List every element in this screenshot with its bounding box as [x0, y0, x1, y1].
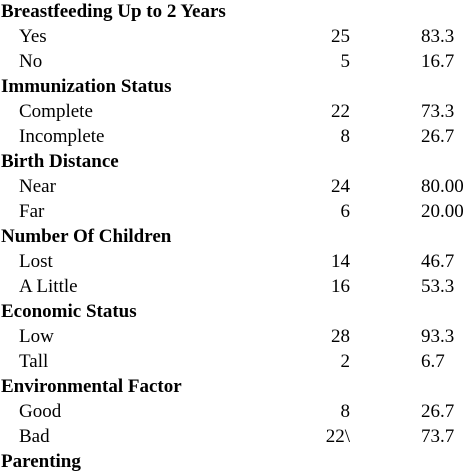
row-count: 16	[331, 276, 350, 297]
table-row	[0, 174, 474, 199]
table-row	[0, 274, 474, 299]
table-row	[0, 249, 474, 274]
section-heading: Birth Distance	[1, 151, 119, 172]
section-heading: Immunization Status	[1, 76, 172, 97]
row-percent: 73.3	[421, 101, 455, 122]
row-label: Complete	[19, 101, 93, 122]
row-label: Near	[19, 176, 56, 197]
row-label: No	[19, 51, 43, 72]
row-count: 8	[340, 126, 350, 147]
row-label: Tall	[19, 351, 49, 372]
row-label: A Little	[19, 276, 78, 297]
row-label: Lost	[19, 251, 53, 272]
row-count: 6	[340, 201, 350, 222]
section-heading: Breastfeeding Up to 2 Years	[1, 1, 226, 22]
table-row	[0, 199, 474, 224]
table-row	[0, 399, 474, 424]
row-count: 22\	[325, 426, 350, 447]
row-percent: 20.00	[421, 201, 464, 222]
row-percent: 16.7	[421, 51, 455, 72]
row-label: Yes	[19, 26, 47, 47]
row-percent: 73.7	[421, 426, 455, 447]
row-percent: 53.3	[421, 276, 455, 297]
row-count: 8	[340, 401, 350, 422]
table-row	[0, 49, 474, 74]
row-percent: 26.7	[421, 126, 455, 147]
table-row	[0, 324, 474, 349]
row-label: Good	[19, 401, 62, 422]
row-label: Low	[19, 326, 54, 347]
section-heading: Economic Status	[1, 301, 137, 322]
row-percent: 6.7	[421, 351, 445, 372]
table-row	[0, 24, 474, 49]
row-count: 22	[331, 101, 350, 122]
row-percent: 80.00	[421, 176, 464, 197]
row-count: 25	[331, 26, 350, 47]
row-percent: 93.3	[421, 326, 455, 347]
section-heading: Environmental Factor	[1, 376, 182, 397]
row-label: Incomplete	[19, 126, 105, 147]
row-percent: 83.3	[421, 26, 455, 47]
section-heading: Parenting	[1, 451, 81, 472]
row-count: 2	[340, 351, 350, 372]
table-row	[0, 424, 474, 449]
row-percent: 46.7	[421, 251, 455, 272]
row-count: 24	[331, 176, 350, 197]
row-label: Bad	[19, 426, 50, 447]
row-label: Far	[19, 201, 45, 222]
row-count: 14	[331, 251, 350, 272]
section-heading: Number Of Children	[1, 226, 172, 247]
table-row	[0, 124, 474, 149]
table-row	[0, 99, 474, 124]
table-row	[0, 349, 474, 374]
row-count: 28	[331, 326, 350, 347]
row-percent: 26.7	[421, 401, 455, 422]
row-count: 5	[340, 51, 350, 72]
